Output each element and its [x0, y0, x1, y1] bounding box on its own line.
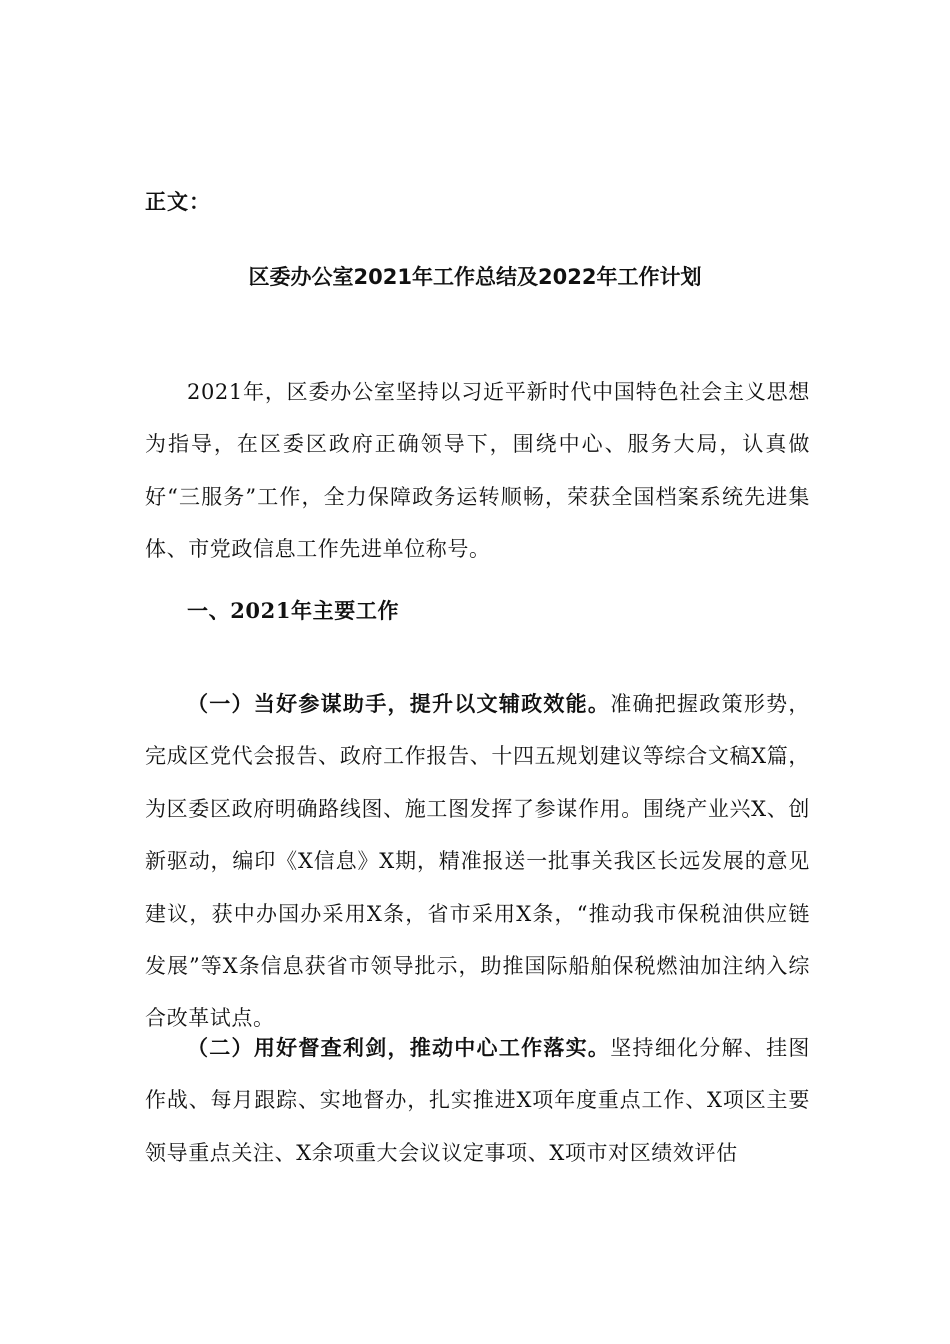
section-heading: 一、2021年主要工作	[187, 598, 400, 623]
body-label: 正文：	[145, 190, 211, 214]
work-item-lead: （二）用好督查利剑，推动中心工作落实。	[187, 1035, 611, 1060]
intro-paragraph: 2021年，区委办公室坚持以习近平新时代中国特色社会主义思想为指导，在区委区政府正确领导下，围绕中心、服务大局，认真做好“三服务”工作，全力保障政务运转顺畅，荣获全国档案系统先进集体、市党政信息工作先进单位称号。	[145, 380, 810, 562]
work-item-body: 准确把握政策形势，完成区党代会报告、政府工作报告、十四五规划建议等综合文稿X篇，为区委区政府明确路线图、施工图发挥了参谋作用。围绕产业兴X、创新驱动，编印《X信息》X期，精准报送一批事关我区长远发展的意见建议，获中办国办采用X条，省市采用X条，“推动我市保税油供应链发展”等X条信息获省市领导批示，助推国际船舶保税燃油加注纳入综合改革试点。	[145, 692, 810, 1031]
work-item-lead: （一）当好参谋助手，提升以文辅政效能。	[187, 691, 611, 716]
work-item-paragraph	[145, 1022, 810, 1179]
document-title: 区委办公室2021年工作总结及2022年工作计划	[248, 265, 702, 289]
work-item-paragraph	[145, 678, 810, 1045]
work-item-body: 坚持细化分解、挂图作战、每月跟踪、实地督办，扎实推进X项年度重点工作、X项区主要领导重点关注、X余项重大会议议定事项、X项市对区绩效评估	[145, 1036, 810, 1165]
